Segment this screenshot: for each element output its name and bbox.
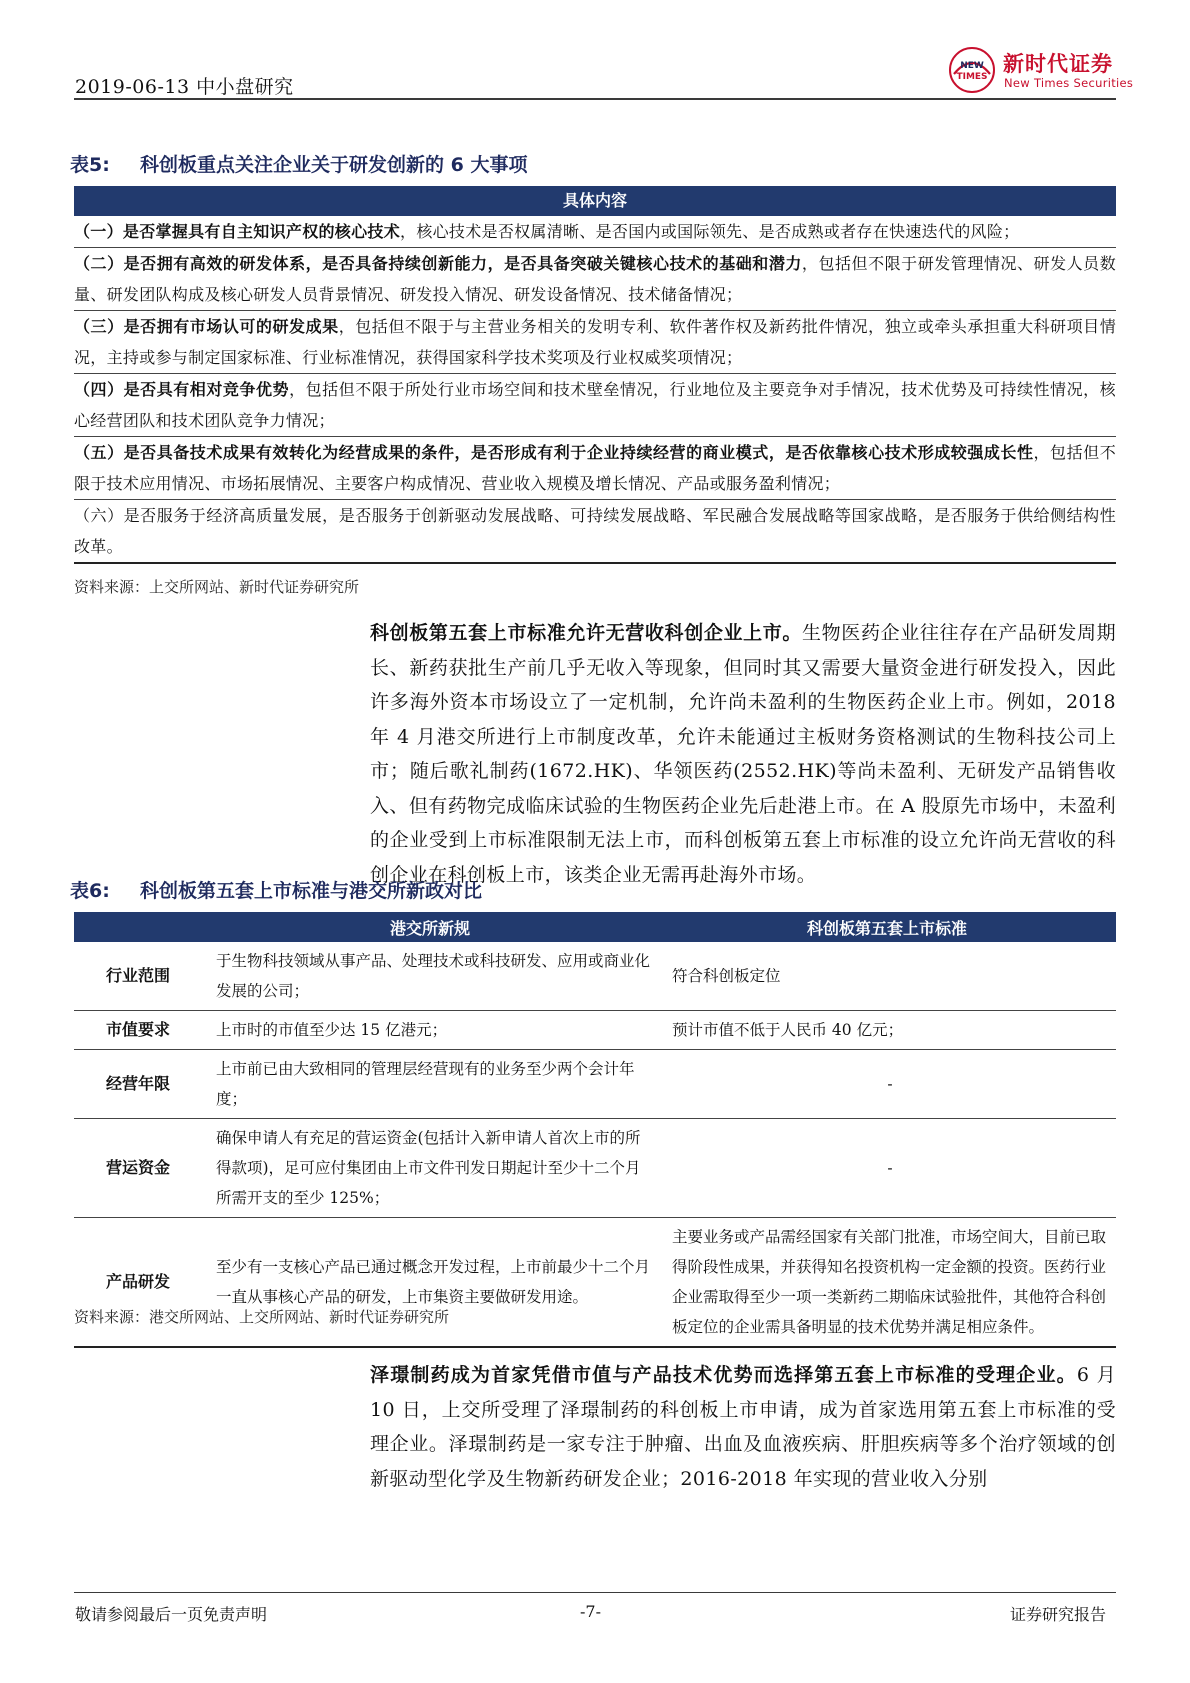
row-text: （六）是否服务于经济高质量发展，是否服务于创新驱动发展战略、可持续发展战略、军民融合发展战略等国家战略，是否服务于供给侧结构性改革。 — [74, 506, 1116, 556]
table5-row — [74, 248, 1116, 311]
table-row — [74, 1119, 1116, 1218]
table6-title — [70, 876, 482, 903]
row-label: 行业范围 — [74, 942, 202, 1011]
paragraph-zelgen — [370, 1358, 1116, 1496]
paragraph-lead: 泽璟制药成为首家凭借市值与产品技术优势而选择第五套上市标准的受理企业。 — [370, 1364, 1077, 1386]
star-cell: - — [658, 1050, 1116, 1119]
hkex-cell: 至少有一支核心产品已通过概念开发过程，上市前最少十二个月一直从事核心产品的研发，上市集资主要做研发用途。 — [202, 1218, 658, 1348]
row-bold: （四）是否具有相对竞争优势 — [74, 380, 290, 399]
paragraph-body: 6 月 10 日，上交所受理了泽璟制药的科创板上市申请，成为首家选用第五套上市标准的受理企业。泽璟制药是一家专注于肿瘤、出血及血液疾病、肝胆疾病等多个治疗领域的创新驱动型化学及生物新药研发企业；2016-2018 年实现的营业收入分别 — [370, 1364, 1116, 1490]
row-label: 经营年限 — [74, 1050, 202, 1119]
star-cell: 预计市值不低于人民币 40 亿元； — [658, 1011, 1116, 1050]
table5-title-text: 科创板重点关注企业关于研发创新的 6 大事项 — [140, 154, 528, 176]
table6-header-hkex: 港交所新规 — [202, 912, 658, 942]
table6-header-star: 科创板第五套上市标准 — [658, 912, 1116, 942]
table-row — [74, 942, 1116, 1011]
row-bold: （一）是否掌握具有自主知识产权的核心技术 — [74, 222, 401, 241]
footer-report-type: 证券研究报告 — [1010, 1605, 1107, 1624]
table-row — [74, 1011, 1116, 1050]
table5-number: 表5: — [70, 154, 110, 176]
header-date-section: 2019-06-13 中小盘研究 — [75, 76, 294, 98]
table6 — [74, 912, 1116, 1348]
table5 — [74, 186, 1116, 564]
table6-title-text: 科创板第五套上市标准与港交所新政对比 — [140, 880, 483, 902]
paragraph-body: 生物医药企业往往存在产品研发周期长、新药获批生产前几乎无收入等现象，但同时其又需要大量资金进行研发投入，因此许多海外资本市场设立了一定机制，允许尚未盈利的生物医药企业上市。例如，2018 年 4 月港交所进行上市制度改革，允许未能通过主板财务资格测试的生物科技公司上市；随后歌礼制药(1672.HK)、华领医药(2552.HK)等尚未盈利、无研发产品销售收入、但有药物完成临床试验的生物医药企业先后赴港上市。在 A 股原先市场中，未盈利的企业受到上市标准限制无法上市，而科创板第五套上市标准的设立允许尚无营收的科创企业在科创板上市，该类企业无需再赴海外市场。 — [370, 622, 1116, 886]
paragraph-star-market-fifth-standard — [370, 616, 1116, 892]
row-text: ，包括但不限于与主营业务相关的发明专利、软件著作权及新药批件情况，独立或牵头承担重大科研项目情况，主持或参与制定国家标准、行业标准情况，获得国家科学技术奖项及行业权威奖项情况； — [74, 317, 1116, 367]
table5-header: 具体内容 — [74, 186, 1116, 216]
table5-title — [70, 150, 527, 177]
page-number: -7- — [580, 1602, 601, 1621]
table5-row — [74, 311, 1116, 374]
hkex-cell: 上市时的市值至少达 15 亿港元； — [202, 1011, 658, 1050]
table6-number: 表6: — [70, 880, 110, 902]
table5-row — [74, 437, 1116, 500]
hkex-cell: 确保申请人有充足的营运资金(包括计入新申请人首次上市的所得款项)，足可应付集团由上市文件刊发日期起计至少十二个月所需开支的至少 125%； — [202, 1119, 658, 1218]
table5-row — [74, 500, 1116, 564]
table5-source: 资料来源：上交所网站、新时代证券研究所 — [74, 578, 360, 596]
row-label: 产品研发 — [74, 1218, 202, 1348]
table-row — [74, 1218, 1116, 1348]
hkex-cell: 上市前已由大致相同的管理层经营现有的业务至少两个会计年度； — [202, 1050, 658, 1119]
row-text: ，包括但不限于研发管理情况、研发人员数量、研发团队构成及核心研发人员背景情况、研发投入情况、研发设备情况、技术储备情况； — [74, 254, 1117, 304]
brand-name-en: New Times Securities — [1004, 76, 1134, 90]
table6-header-blank — [74, 912, 202, 942]
row-bold: （三）是否拥有市场认可的研发成果 — [74, 317, 339, 336]
logo-text-top: NEW — [960, 61, 984, 71]
footer-disclaimer-note: 敬请参阅最后一页免责声明 — [75, 1605, 268, 1624]
row-text: ，包括但不限于所处行业市场空间和技术壁垒情况，行业地位及主要竞争对手情况，技术优势及可持续性情况，核心经营团队和技术团队竞争力情况； — [74, 380, 1116, 430]
star-cell: 符合科创板定位 — [658, 942, 1116, 1011]
company-logo — [946, 44, 998, 96]
hkex-cell: 于生物科技领域从事产品、处理技术或科技研发、应用或商业化发展的公司； — [202, 942, 658, 1011]
row-label: 营运资金 — [74, 1119, 202, 1218]
row-bold: （二）是否拥有高效的研发体系，是否具备持续创新能力，是否具备突破关键核心技术的基础和潜力 — [74, 254, 802, 273]
row-label: 市值要求 — [74, 1011, 202, 1050]
star-cell: - — [658, 1119, 1116, 1218]
table5-row — [74, 216, 1116, 248]
row-text: ，包括但不限于技术应用情况、市场拓展情况、主要客户构成情况、营业收入规模及增长情况、产品或服务盈利情况； — [74, 443, 1116, 493]
brand-name-cn: 新时代证券 — [1003, 52, 1113, 76]
row-bold: （五）是否具备技术成果有效转化为经营成果的条件，是否形成有利于企业持续经营的商业模式，是否依靠核心技术形成较强成长性 — [74, 443, 1034, 462]
table5-row — [74, 374, 1116, 437]
table6-source: 资料来源：港交所网站、上交所网站、新时代证券研究所 — [74, 1308, 450, 1326]
star-cell: 主要业务或产品需经国家有关部门批准，市场空间大，目前已取得阶段性成果，并获得知名投资机构一定金额的投资。医药行业企业需取得至少一项一类新药二期临床试验批件，其他符合科创板定位的企业需具备明显的技术优势并满足相应条件。 — [658, 1218, 1116, 1348]
table-row — [74, 1050, 1116, 1119]
footer-rule — [74, 1592, 1116, 1593]
paragraph-lead: 科创板第五套上市标准允许无营收科创企业上市。 — [370, 622, 803, 644]
logo-text-bottom: TIMES — [956, 72, 988, 82]
row-text: ，核心技术是否权属清晰、是否国内或国际领先、是否成熟或者存在快速迭代的风险； — [400, 222, 1020, 241]
header-rule — [74, 98, 1116, 100]
